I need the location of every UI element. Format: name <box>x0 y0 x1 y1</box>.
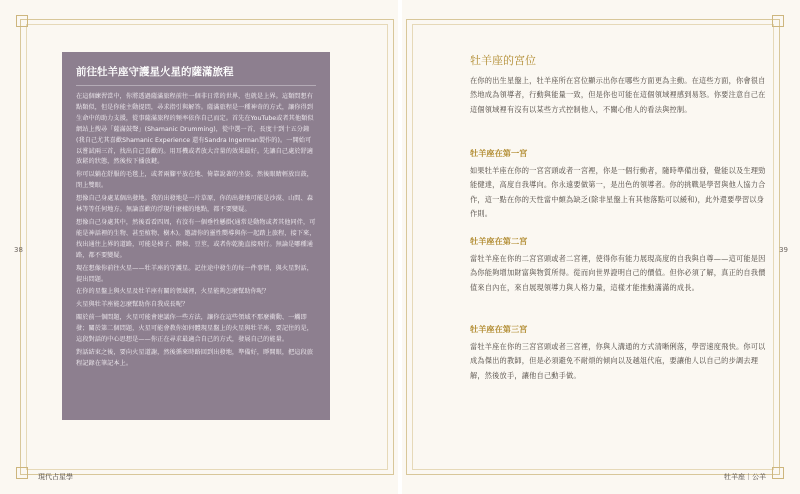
section-title: 牡羊座的宮位 <box>470 54 536 67</box>
house-heading: 牡羊座在第三宮 <box>470 324 528 334</box>
footer-chapter-title: 牡羊座｜公羊 <box>724 473 766 481</box>
frame-corner-ornament <box>772 467 784 479</box>
box-paragraph: 現在想像你前往火星——牡羊座的守護星。記住途中發生的每一件事情，與火星對話，提出問題。 <box>76 264 314 283</box>
shamanic-journey-box <box>62 52 330 420</box>
box-question: 火星與牡羊座能怎麼幫助你自我成長呢？ <box>76 301 189 309</box>
house-section-body <box>470 252 770 295</box>
frame-corner-ornament <box>772 15 784 27</box>
box-paragraph: 在這個練習當中，你將透過薩滿旅程前往一個非日常的世界，也就是上界。這類問想有點類似，但是你能主動提問，尋求指引與解答。薩滿旅程是一種神奇的方式，讓你得到生命中的助力支援，從事薩滿旅程的頻率依你自己而定。首先在YouTube或者其他類似網站上搜尋「薩滿鼓聲」(Shamanic Drumming)，從中選一首，長度十到十五分鐘(我自己尤其喜歡Shamanic Experience 還有Sandra Ingerman製作的)。一開始可以嘗試兩三首，找出自己喜歡的。用耳機或者放大音量的效果最好。先讓自己處於舒適放鬆的狀態，然後按下播放鍵。 <box>76 93 314 166</box>
frame-corner-ornament <box>16 467 28 479</box>
box-paragraph: 你可以躺在舒服的毛毯上，或者兩腳平放在地、倚靠說著的坐姿。然後眼睛輕放盲鼓，閉上雙眼。 <box>76 171 314 190</box>
box-paragraph: 想像自己身處其中，然後看看四周，有沒有一個垂性懸掛(通常是動物或者其他同伴，可能是神話裡的生物、甚至植物、樹木)。邀請你的靈性嚮導與你一起踏上旅程，接下來，找出通往上界的道路，可能是梯子、階梯、豆莖，或者你乾脆直接飛行。無論是哪種通路，都不要變疑。 <box>76 218 316 259</box>
house-section-body <box>470 340 770 383</box>
left-page <box>0 0 398 494</box>
page-number: 38 <box>14 246 23 254</box>
box-title: 前往牡羊座守護星火星的薩滿旅程 <box>76 64 316 86</box>
page-number: 39 <box>779 246 788 254</box>
house-text: 當牡羊座在你的二宮宮頭或者二宮裡，使得你有能力展現高度的自我與自尊——這可能是因為你能夠增加財富與物質所得。從而向世界證明自己的價值。但你必須了解，真正的自我價值來自內在，來自展現領導力與人格力量，這樣才能推動滿滿的成長。 <box>470 254 766 292</box>
house-text: 如果牡羊座在你的一宮宮頭或者一宮裡，你是一個行動者，隨時準備出發，覺能以及生理勁能健達，高度自我導向。你永遠要做第一，是出色的領導者。你的挑戰是學習與他人協力合作，這一點在你的天性當中頗為缺乏(除非星盤上有其他落點可以緩和)，此外還要學習以身作則。 <box>470 166 766 219</box>
house-section <box>470 148 770 159</box>
footer-book-title: 現代占星學 <box>38 473 73 481</box>
house-heading: 牡羊座在第一宮 <box>470 148 528 158</box>
house-section <box>470 324 770 335</box>
house-section <box>470 236 770 247</box>
house-text: 當牡羊座在你的三宮宮頭或者三宮裡，你與人溝通的方式清晰俐落，學習速度飛快。你可以成為傑出的教師，但是必須避免不耐煩的傾向以及越俎代庖，要讓他人以自己的步調去理解，然後放手，讓他自己動手做。 <box>470 342 766 380</box>
box-question: 在你的星盤上與火星及牡羊座有關的領域裡，火星能夠怎麼幫助你呢？ <box>76 288 270 296</box>
box-paragraph: 關於前一個問題，火星可能會建議你一些方法，讓你在這些領域不那麼衝動、一觸即發；關於第二個問題，火星可能會教你如何體現星盤上的火星與牡羊座，要記住的是，這段對話的中心思想是——你正在尋求最適合自己的方式，發展自己的能量。 <box>76 314 314 344</box>
intro-block <box>470 74 770 117</box>
intro-paragraph: 在你的出生星盤上，牡羊座所在宮位顯示出你在哪些方面更為主動。在這些方面，你會很自然地成為領導者，行動與能量一致，但是你也可能在這個領域裡感到易怒。你要注意自己在這個領域裡有沒有以某些方式控制他人，不關心他人的看法與控制。 <box>470 76 766 114</box>
house-heading: 牡羊座在第二宮 <box>470 236 528 246</box>
house-section-body <box>470 164 770 222</box>
box-paragraph: 想像自己身處某個出發地。我的出發地是一片草原，你的出發地可能是沙漠、山間、森林等等任何地方。無論喜歡的浮現什麼樣的地點，都不要變疑。 <box>76 195 314 214</box>
box-paragraph: 對話結束之後，要向火星道謝，然後循來時路回到出發地，準備好，睜開眼，把這段旅程記錄在筆記本上。 <box>76 348 314 367</box>
frame-corner-ornament <box>16 15 28 27</box>
